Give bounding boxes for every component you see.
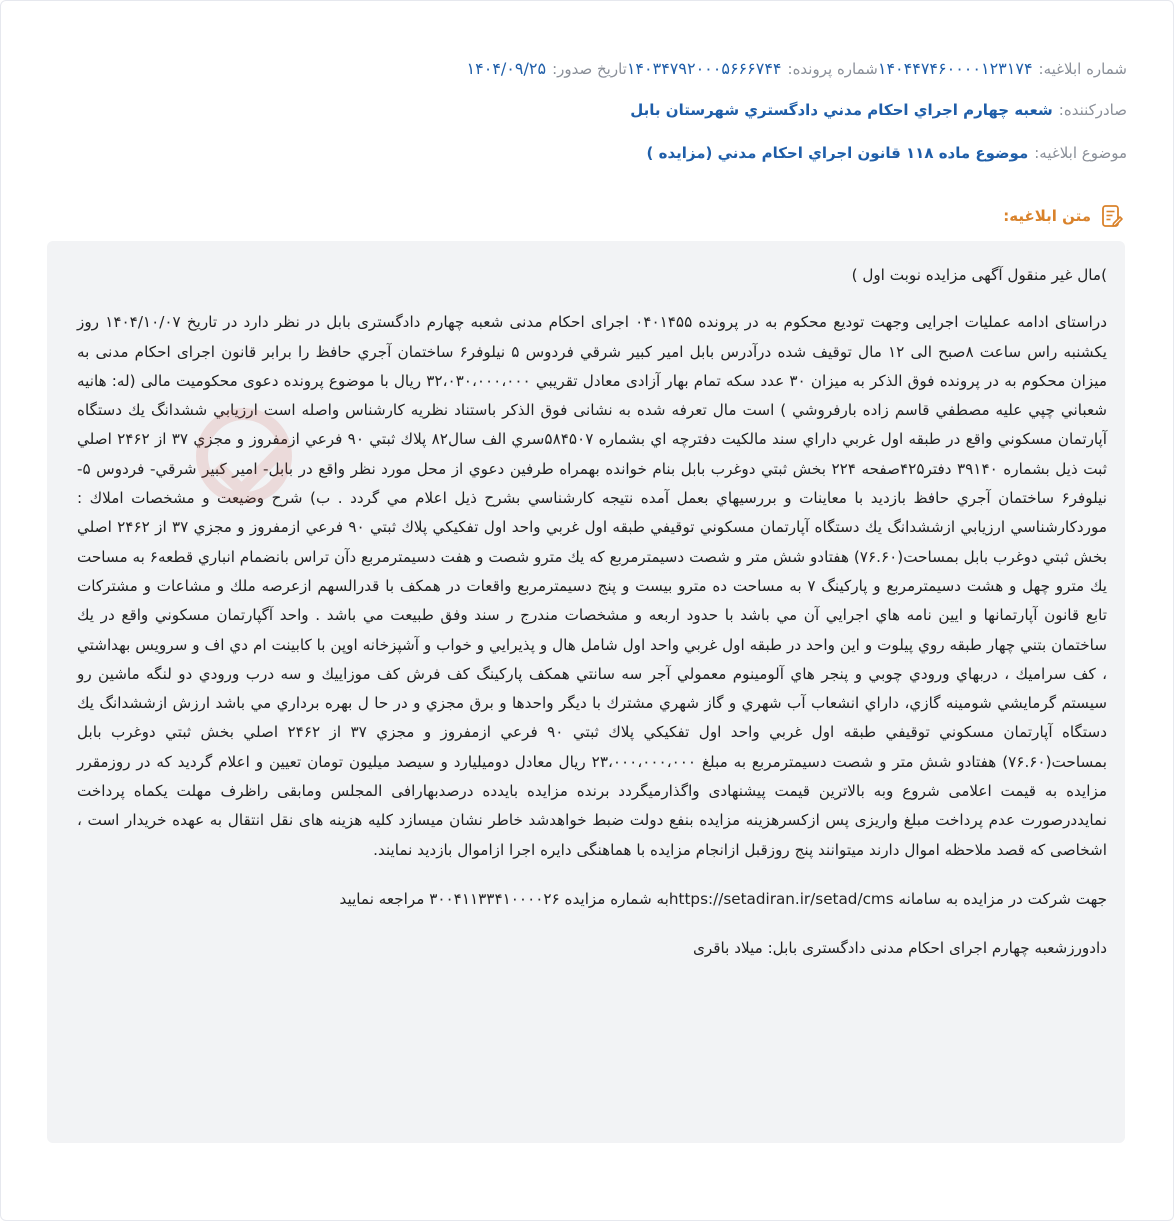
issue-date-value: ۱۴۰۴/۰۹/۲۵ [466,59,547,78]
case-number-label: شماره پرونده: [787,59,878,78]
meta-row-issuer [47,101,1127,119]
subject-label: موضوع ابلاغیه: [1034,144,1127,162]
notice-number-label: شماره ابلاغیه: [1038,59,1127,78]
case-number [627,59,878,78]
meta-row-numbers [47,59,1127,78]
section-title-text: متن ابلاغیه: [1003,207,1091,225]
issue-date-label: تاریخ صدور: [552,59,627,78]
notice-number-value: ۱۴۰۴۴۷۴۶۰۰۰۰۱۲۳۱۷۴ [877,59,1033,78]
notice-heading: )مال غير منقول آگهی مزایده نوبت اول ) [851,266,1107,284]
issuer-value: شعبه چهارم اجراي احكام مدني دادگستري شهرستان بابل [630,101,1053,119]
meta-row-subject [47,144,1127,162]
issuer-label: صادرکننده: [1058,101,1127,119]
notice-join-line: جهت شرکت در مزایده به سامانه https://setadiran.ir/setad/cmsبه شماره مزایده ۳۰۰۴۱۱۳۳۴۱۰۰۰۰۲۶ مراجعه نمایید [339,889,1107,908]
notice-text-box [47,241,1125,1143]
issue-date [467,59,627,78]
subject-value: موضوع ماده ۱۱۸ قانون اجراي احكام مدني (مزايده ) [646,144,1029,162]
notice-number [878,59,1127,78]
notice-text-section-title [1003,203,1125,229]
document-edit-icon [1099,203,1125,229]
notice-body: دراستای ادامه عملیات اجرایی وجهت توديع محکوم به در پرونده ۰۴۰۱۴۵۵ اجرای احکام مدنی شعبه چهارم دادگستری بابل در نظر دارد در تاریخ ۱۴۰۴/۱۰/۰۷ روز يكشنبه راس ساعت ۸صبح الی ۱۲ مال توقیف شده درآدرس بابل امير كبير شرقي فردوس ۵ نيلوفر۶ ساختمان آجري حافظ را برابر قانون اجرای احکام مدنی به میزان محکوم به در پرونده فوق الذکر به میزان ۳۰ عدد سکه تمام بهار آزادی معادل تقريبي ۳۲،۰۳۰،۰۰۰،۰۰۰ ريال با موضوع پرونده دعوی محکومیت مالی (له: هانيه شعباني چپي عليه مصطفي قاسم زاده بارفروشي ) است مال تعرفه شده به نشانی فوق الذکر باستناد نظریه کارشناس واصله است ارزيابي ششدانگ يك دستگاه آپارتمان مسكوني واقع در طبقه اول غربي داراي سند مالكيت دفترچه اي بشماره ۵۸۴۵۰۷سري الف سال۸۲ پلاك ثبتي ۹۰ فرعي ازمفروز و مجزي ۳۷ از ۲۴۶۲ اصلي ثبت ذيل بشماره ۳۹۱۴۰ دفتر۴۲۵صفحه ۲۲۴ بخش ثبتي دوغرب بابل بنام خوانده بهمراه طرفين دعوي از محل مورد نظر واقع در بابل- امير كبير شرقي- فردوس ۵- نيلوفر۶ ساختمان آجري حافظ بازديد با معاينات و بررسيهاي بعمل آمده نتيجه كارشناسي بشرح ذيل اعلام مي گردد . ب) شرح وضيعت و مشخصات املاك : موردكارشناسي ارزيابي ازششدانگ يك دستگاه آپارتمان مسكوني توقيفي طبقه اول غربي واحد اول تفكيكي پلاك ثبتي ۹۰ فرعي ازمفروز و مجزي ۳۷ از ۲۴۶۲ اصلي بخش ثبتي دوغرب بابل بمساحت(۷۶.۶۰) هفتادو شش متر و شصت دسيمترمربع كه يك مترو شصت و هفت دسيمترمربع دآن تراس بانضمام انباري قطعه۶ به مساحت يك مترو چهل و هشت دسيمترمربع و پاركينگ ۷ به مساحت ده مترو بيست و پنج دسيمترمربع واقعات در همكف با قدرالسهم ازعرصه ملك و مشاعات و مشتركات تابع قانون آپارتمانها و ايين نامه هاي اجرايي آن مي باشد با حدود اربعه و مشخصات مندرج ر سند وفق طبيعت مي باشد . واحد آگپارتمان مسكوني واقع در يك ساختمان بتني چهار طبقه روي پيلوت و اين واحد در طبقه اول غربي واحد اول شامل هال و پذيرايي و خواب و آشپزخانه اوپن با كابينت ام دي اف و سرويس بهداشتي ، كف سراميك ، دربهاي ورودي چوبي و پنجر هاي آلومينوم معمولي آجر سه سانتي همكف پاركينگ كف فرش كف موزاييك و سه درب ورودي دو لنگه ماشين رو سيستم گرمايشي شومينه گازي، داراي انشعاب آب شهري و گاز شهري مشترك با ديگر واحدها و برق مجزي و در حا ل بهره برداري مي باشد ارزش ازششدانگ يك دستگاه آپارتمان مسكوني توقيفي طبقه اول غربي واحد اول تفكيكي پلاك ثبتي ۹۰ فرعي ازمفروز و مجزي ۳۷ از ۲۴۶۲ اصلي بخش ثبتي دوغرب بابل بمساحت(۷۶.۶۰) هفتادو شش متر و شصت دسيمترمربع به مبلغ ۲۳،۰۰۰،۰۰۰،۰۰۰ ريال معادل دوميليارد و سيصد ميليون تومان تعيين و اعلام گرديد كه در روزمقرر مزایده به قیمت اعلامی شروع وبه بالاترین قیمت پیشنهادی واگذارمیگردد برنده مزايده بايدده درصدبهارافی المجلس ومابقی راظرف مهلت یکماه پرداخت نمایددرصورت عدم پرداخت مبلغ واریزی پس ازکسرهزینه مزایده بنفع دولت ضبط خواهدشد خاطر نشان ميسازد کلیه هزینه های نقل انتقال به عهده خریدار است ، اشخاصی که قصد ملاحظه اموال دارند میتوانند پنج روزقبل ازانجام مزایده با هماهنگی دایره اجرا ازاموال بازدید نمایند. [77,313,1108,859]
notice-signature: دادورزشعبه چهارم اجرای احکام مدنی دادگستری بابل: میلاد باقری [692,939,1107,958]
case-number-value: ۱۴۰۳۴۷۹۲۰۰۰۵۶۶۶۷۴۴ [626,59,782,78]
